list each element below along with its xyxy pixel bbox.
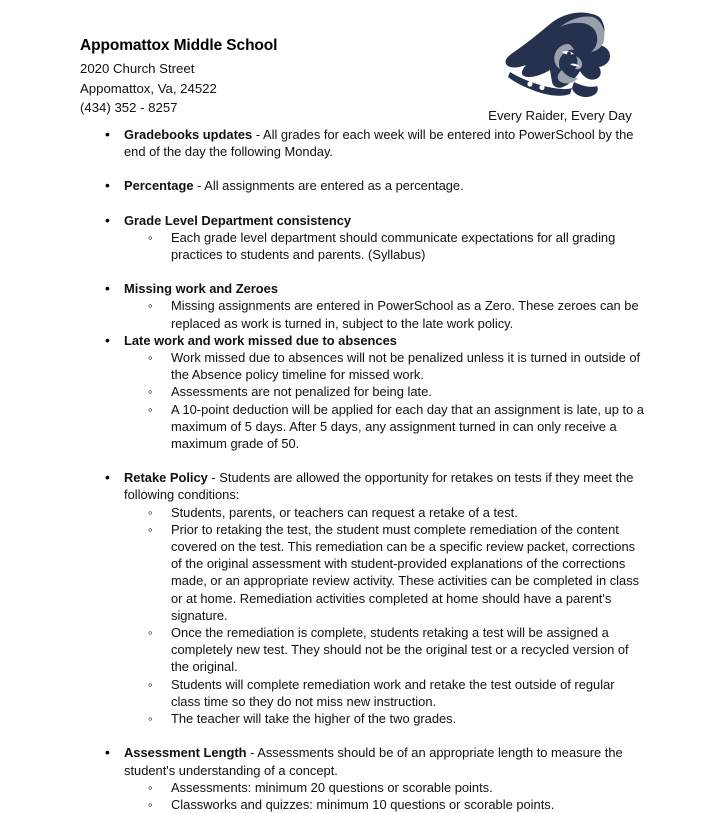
address-line-1: 2020 Church Street [80,61,195,76]
policy-item-body: - Assessments should be of an appropriate length to measure the student's understanding of a concept. [124,745,623,778]
policy-item-body: - Students are allowed the opportunity for retakes on tests if they meet the following conditions: [124,470,634,503]
policy-item-lead: Retake Policy [124,470,208,486]
policy-item [0,212,728,264]
policy-item [0,280,728,332]
policy-item [0,744,728,813]
policy-item-text [124,744,645,778]
policy-sublist [124,504,645,728]
address-line-2: Appomattox, Va, 24522 [80,80,217,96]
school-name: Appomattox Middle School [80,37,278,54]
policy-item-text [124,126,645,160]
policy-subitem: ◦ Missing assignments are entered in PowerSchool as a Zero. These zeroes can be replaced as work is turned in, subject to the late work policy. [124,297,645,331]
list-spacer [0,263,728,280]
policy-subitem: ◦ A 10-point deduction will be applied for each day that an assignment is late, up to a maximum of 5 days. After 5 days, any assignment turned in can only receive a maximum grade of 50. [124,401,645,453]
policy-item-lead: Gradebooks updates [124,127,253,142]
policy-item [0,126,728,160]
policy-item-lead: Percentage [124,178,194,194]
policy-item [0,332,728,452]
policy-content [0,126,728,813]
raider-mascot-logo-icon [500,8,620,103]
school-tagline: Every Raider, Every Day [488,108,632,123]
policy-item-lead: Late work and work missed due to absences [124,332,397,348]
policy-subitem: ◦ Assessments: minimum 20 questions or scorable points. [124,779,645,796]
policy-item-lead: Missing work and Zeroes [124,281,279,297]
policy-sublist [124,349,645,452]
logo-block [470,8,650,124]
policy-subitem: ◦ Assessments are not penalized for being late. [124,383,645,400]
list-spacer [0,452,728,469]
policy-subitem: ◦ Students, parents, or teachers can request a retake of a test. [124,504,645,521]
policy-list [0,126,728,813]
policy-subitem: ◦ Students will complete remediation work and retake the test outside of regular class time so they do not miss new instruction. [124,676,645,710]
school-header [80,36,480,118]
policy-item-text [124,212,645,229]
policy-subitem: ◦ Each grade level department should communicate expectations for all grading practices to students and parents. (Syllabus) [124,229,645,263]
policy-sublist [124,779,645,813]
policy-item-text [124,469,645,503]
policy-item [0,177,728,194]
policy-item-body: - All assignments are entered as a percentage. [193,178,464,194]
policy-subitem: ◦ Classworks and quizzes: minimum 10 questions or scorable points. [124,796,645,813]
policy-item-body: - All grades for each week will be entered into PowerSchool by the end of the day the following Monday. [124,127,634,160]
list-spacer [0,195,728,212]
policy-subitem: ◦ Work missed due to absences will not be penalized unless it is turned in outside of the Absence policy timeline for missed work. [124,349,645,383]
policy-item-text [124,332,645,349]
list-spacer [0,160,728,177]
policy-subitem: ◦ Once the remediation is complete, students retaking a test will be assigned a completely new test. They should not be the original test or a recycled version of the original. [124,624,645,676]
policy-subitem: ◦ Prior to retaking the test, the student must complete remediation of the content covered on the test. This remediation can be a specific review packet, corrections of the original assessment with student-provided explanations of the corrections made, or an appropriate review activity. These activities can be completed in class or at home. Remediation activities completed at home should have a parent's signature. [124,521,645,624]
policy-item-lead: Grade Level Department consistency [124,212,352,228]
policy-item-text [124,177,645,194]
policy-item [0,469,728,727]
policy-sublist [124,297,645,331]
policy-item-lead: Assessment Length [124,745,247,761]
policy-subitem: ◦ The teacher will take the higher of the two grades. [124,710,645,727]
policy-item-text [124,280,645,297]
policy-sublist [124,229,645,263]
phone-number: (434) 352 - 8257 [80,100,178,115]
list-spacer [0,727,728,744]
